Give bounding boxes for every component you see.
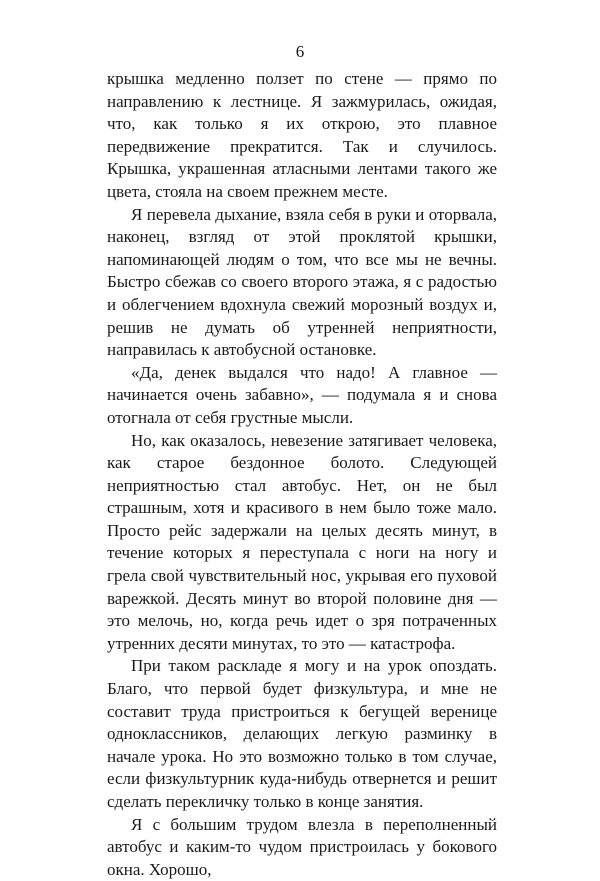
- page-number: 6: [295, 42, 305, 61]
- paragraph-6: Я с большим трудом влезла в переполненный автобус и каким-то чудом пристроилась у бокового окна. Хорошо,: [107, 814, 497, 879]
- paragraph-2: Я перевела дыхание, взяла себя в руки и оторвала, наконец, взгляд от этой проклятой крышки, напоминающей людям о том, что все мы не вечны. Быстро сбежав со своего второго этажа, я с радостью и облегчением вдохнула свежий морозный воздух и, решив не думать об утренней неприятности, направилась к автобусной остановке.: [107, 204, 497, 360]
- paragraph-3: «Да, денек выдался что надо! А главное — начинается очень забавно», — подумала я и снова отогнала от себя грустные мысли.: [107, 362, 497, 427]
- body-text: [107, 68, 497, 881]
- paragraph-1: крышка медленно ползет по стене — прямо по направлению к лестнице. Я зажмурилась, ожидая, что, как только я их открою, это плавное передвижение прекратится. Так и случилось. Крышка, украшенная атласными лентами такого же цвета, стояла на своем прежнем месте.: [107, 69, 497, 201]
- paragraph-5: При таком раскладе я могу и на урок опоздать. Благо, что первой будет физкультура, и мне не составит труда пристроиться к бегущей веренице одноклассников, делающих легкую разминку в начале урока. Но это возможно только в том случае, если физкультурник куда-нибудь отвернется и решит сделать перекличку только в конце занятия.: [107, 656, 497, 811]
- paragraph-4: Но, как оказалось, невезение затягивает человека, как старое бездонное болото. Следующей неприятностью стал автобус. Нет, он не был страшным, хотя и красивого в нем было тоже мало. Просто рейс задержали на целых десять минут, в течение которых я переступала с ноги на ногу и грела свой чувствительный нос, укрывая его пуховой варежкой. Десять минут во второй половине дня — это мелочь, но, когда речь идет о зря потраченных утренних десяти минутах, то это — катастрофа.: [107, 430, 497, 653]
